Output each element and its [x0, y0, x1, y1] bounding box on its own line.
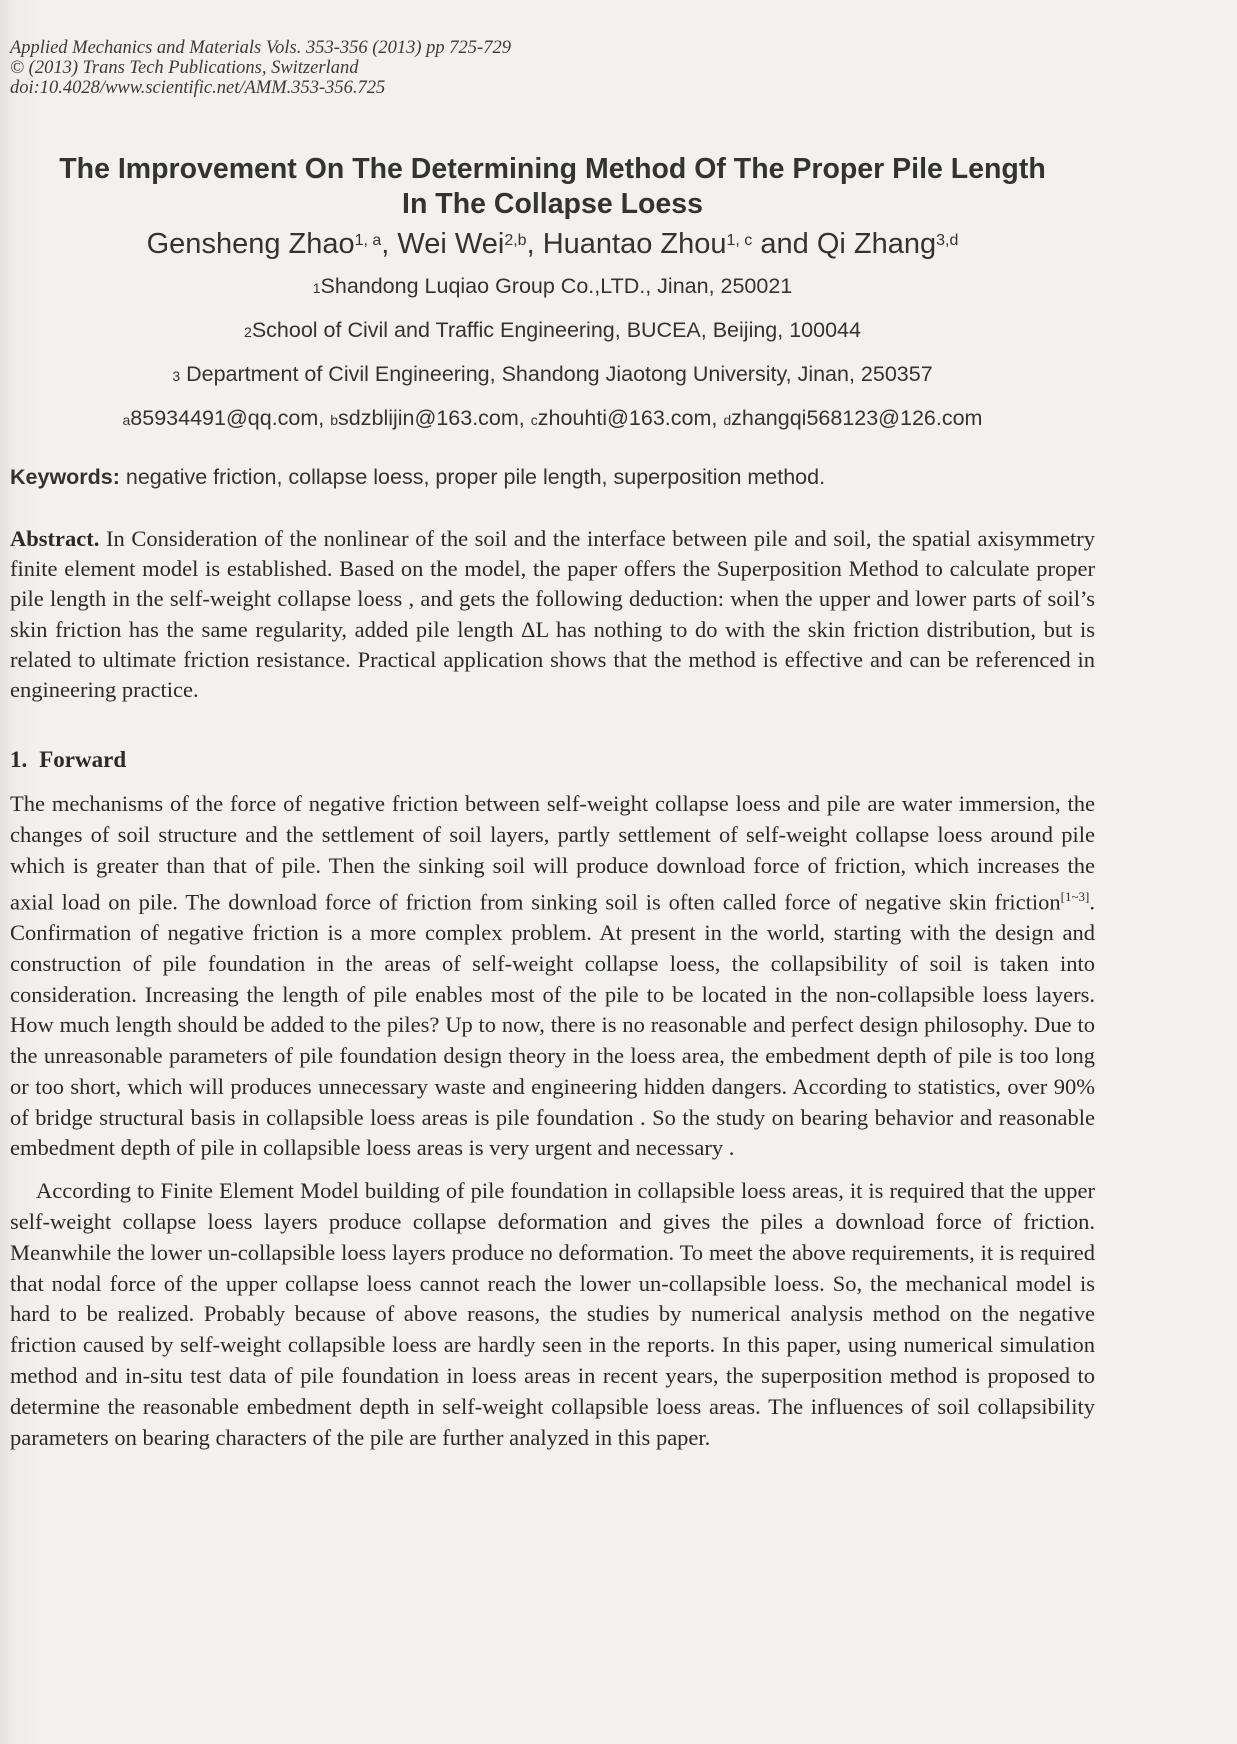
affiliation-text: School of Civil and Traffic Engineering, BUCEA, Beijing, 100044: [251, 318, 861, 342]
section-heading: [10, 745, 1095, 775]
email-mark: c: [530, 412, 538, 428]
author-separator: ,: [381, 228, 398, 260]
body-paragraph-1: [10, 789, 1095, 1164]
author-affiliation-mark: 2,b: [504, 232, 527, 249]
section-number: 1.: [10, 747, 28, 773]
affiliation-mark: 1: [312, 280, 321, 296]
email-address: zhangqi568123@126.com: [731, 406, 983, 430]
affiliation-1: [10, 264, 1095, 308]
author-separator: and: [752, 228, 817, 260]
email-address: 85934491@qq.com,: [130, 406, 331, 430]
abstract-label: Abstract.: [10, 526, 100, 551]
paragraph-text: The mechanisms of the force of negative friction between self-weight collapse loess and pile are water immersion, the changes of soil structure and the settlement of soil layers, partly settlement of self-weight collapse loess around pile which is greater than that of pile. Then the sinking soil will produce download force of friction, which increases the axial load on pile. The download force of friction from sinking soil is often called force of negative skin friction: [10, 791, 1095, 915]
email-mark: b: [330, 412, 339, 428]
email-address: zhouhti@163.com,: [537, 406, 724, 430]
author-separator: ,: [526, 228, 543, 260]
paper-title: [10, 152, 1095, 222]
email-mark: a: [122, 412, 131, 428]
author-affiliation-mark: 1, c: [726, 232, 753, 249]
author-name: Qi Zhang: [816, 228, 937, 260]
email-list: [10, 396, 1095, 440]
affiliation-2: [10, 308, 1095, 352]
paragraph-text: According to Finite Element Model building of pile foundation in collapsible loess areas, it is required that the upper self-weight collapse loess layers produce collapse deformation and gives the piles a download force of friction. Meanwhile the lower un-collapsible loess layers produce no deformation. To meet the above requirements, it is required that nodal force of the upper collapse loess cannot reach the lower un-collapsible loess. So, the mechanical model is hard to be realized. Probably because of above reasons, the studies by numerical analysis method on the negative friction caused by self-weight collapsible loess are hardly seen in the reports. In this paper, using numerical simulation method and in-situ test data of pile foundation in loess areas in recent years, the superposition method is proposed to determine the reasonable embedment depth in self-weight collapsible loess areas. The influences of soil collapsibility parameters on bearing characters of the pile are further analyzed in this paper.: [10, 1178, 1095, 1450]
abstract: [10, 524, 1095, 705]
keywords: [10, 462, 1095, 492]
body-paragraph-2: [10, 1176, 1095, 1453]
copyright-line: © (2013) Trans Tech Publications, Switzerland: [10, 58, 359, 78]
affiliation-mark: 2: [244, 324, 252, 340]
doi-line: doi:10.4028/www.scientific.net/AMM.353-356.725: [10, 78, 386, 98]
paragraph-text: . Confirmation of negative friction is a more complex problem. At present in the world, starting with the design and construction of pile foundation in the areas of self-weight collapse loess, the collapsibility of soil is taken into consideration. Increasing the length of pile enables most of the pile to be located in the non-collapsible loess layers. How much length should be added to the piles? Up to now, there is no reasonable and perfect design philosophy. Due to the unreasonable parameters of pile foundation design theory in the loess area, the embedment depth of pile is too long or too short, which will produces unnecessary waste and engineering hidden dangers. According to statistics, over 90% of bridge structural basis in collapsible loess areas is pile foundation . So the study on bearing behavior and reasonable embedment depth of pile in collapsible loess areas is very urgent and necessary .: [10, 889, 1095, 1161]
affiliation-mark: 3: [172, 368, 181, 384]
email-address: sdzblijin@163.com,: [338, 406, 531, 430]
author-name: Huantao Zhou: [542, 228, 727, 260]
keywords-text: negative friction, collapse loess, proper pile length, superposition method.: [119, 465, 826, 489]
author-affiliation-mark: 3,d: [936, 232, 959, 249]
journal-header: [10, 38, 1095, 98]
journal-citation: Applied Mechanics and Materials Vols. 353-356 (2013) pp 725-729: [10, 38, 511, 58]
keywords-label: Keywords:: [10, 465, 120, 489]
abstract-text: In Consideration of the nonlinear of the soil and the interface between pile and soil, the spatial axisymmetry finite element model is established. Based on the model, the paper offers the Superposition Method to calculate proper pile length in the self-weight collapse loess , and gets the following deduction: when the upper and lower parts of soil’s skin friction has the same regularity, added pile length ΔL has nothing to do with the skin friction distribution, but is related to ultimate friction resistance. Practical application shows that the method is effective and can be referenced in engineering practice.: [10, 526, 1095, 703]
title-line-1: The Improvement On The Determining Method Of The Proper Pile Length: [59, 153, 1046, 185]
section-title: Forward: [39, 747, 127, 773]
author-affiliation-mark: 1, a: [354, 232, 382, 249]
author-list: [10, 224, 1095, 264]
affiliation-text: Department of Civil Engineering, Shandong Jiaotong University, Jinan, 250357: [180, 362, 933, 386]
author-name: Gensheng Zhao: [146, 228, 355, 260]
title-line-2: In The Collapse Loess: [402, 188, 703, 220]
email-mark: d: [723, 412, 732, 428]
affiliation-text: Shandong Luqiao Group Co.,LTD., Jinan, 250021: [320, 274, 793, 298]
affiliation-3: [10, 352, 1095, 396]
citation-mark: [1~3]: [1060, 888, 1090, 904]
author-name: Wei Wei: [397, 228, 505, 260]
